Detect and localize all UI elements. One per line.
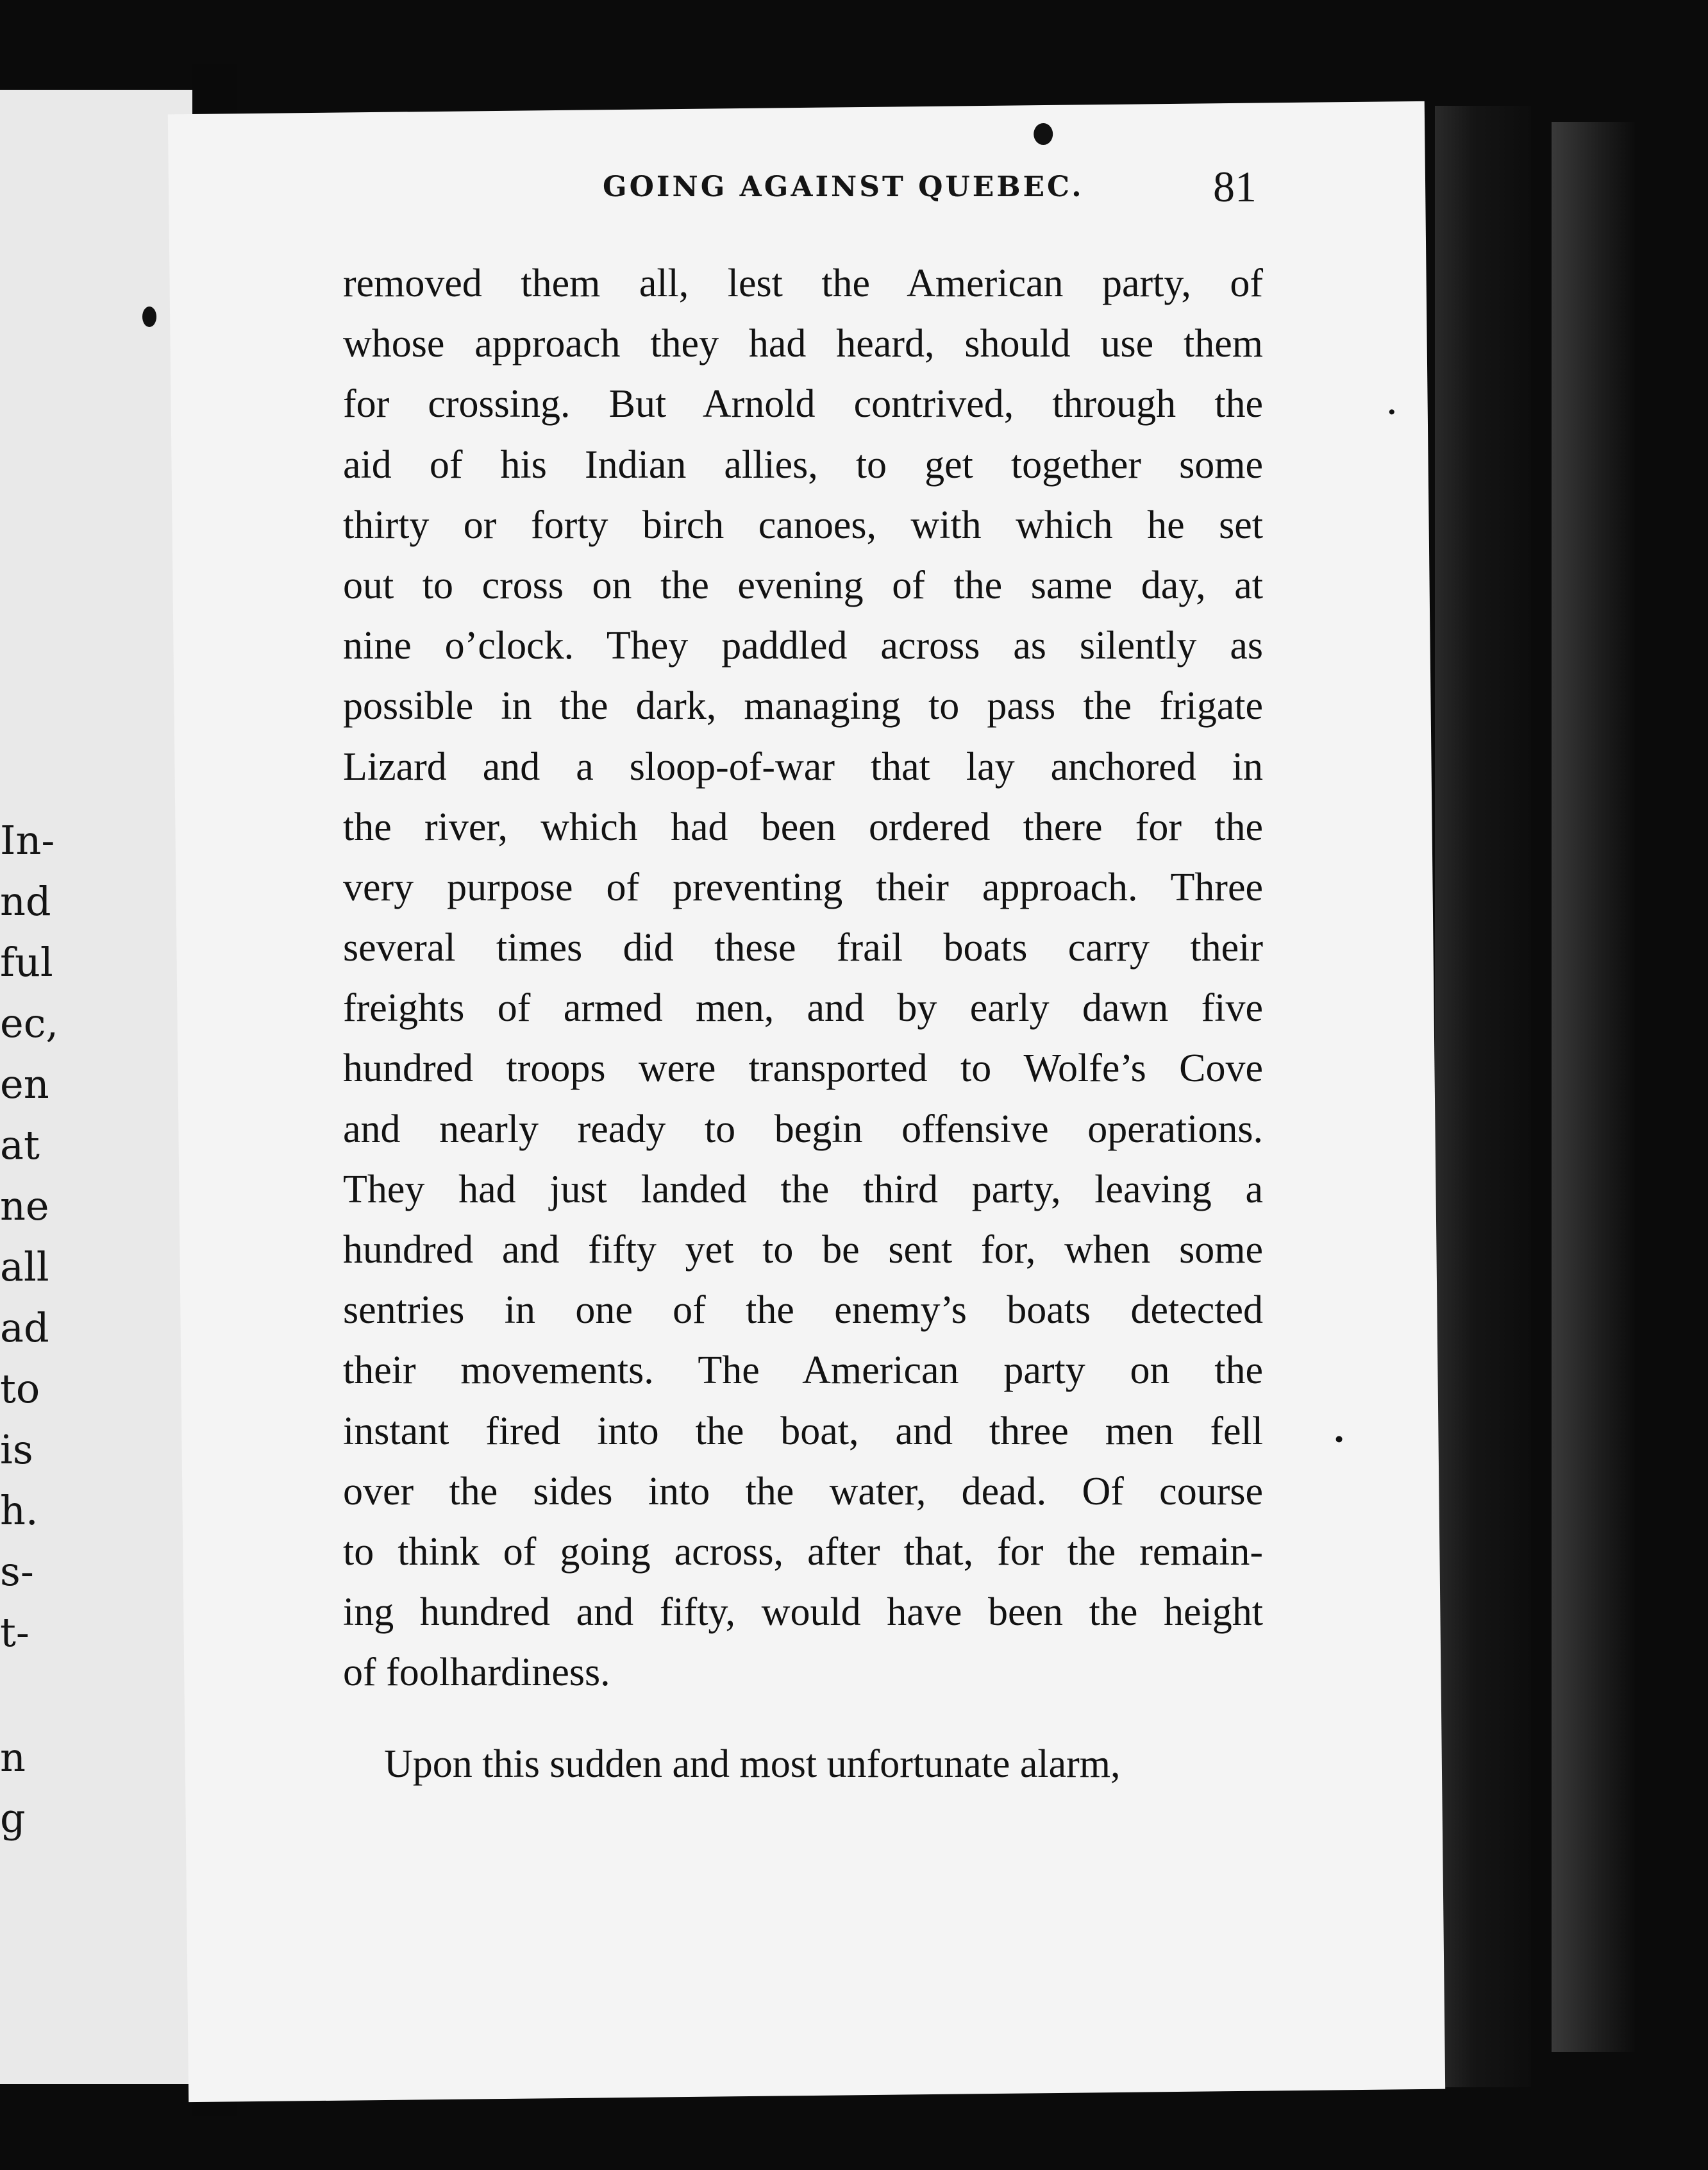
book-cover-edge bbox=[1552, 122, 1635, 2052]
left-page-fragment: ful bbox=[0, 939, 53, 986]
running-title: GOING AGAINST QUEBEC. bbox=[603, 171, 1084, 203]
left-page-fragment: is bbox=[0, 1426, 33, 1473]
text-line: to think of going across, after that, for the remain- bbox=[343, 1529, 1263, 1574]
text-line: freights of armed men, and by early dawn five bbox=[343, 986, 1263, 1030]
left-page-fragment: s- bbox=[0, 1548, 34, 1595]
left-page-fragment: ad bbox=[0, 1304, 49, 1351]
text-line: aid of his Indian allies, to get together some bbox=[343, 442, 1263, 487]
text-line: and nearly ready to begin offensive operations. bbox=[343, 1107, 1263, 1151]
text-line: several times did these frail boats carry their bbox=[343, 926, 1263, 970]
left-page-fragment: nd bbox=[0, 878, 51, 925]
text-line: whose approach they had heard, should use them bbox=[343, 322, 1263, 366]
page-number: 81 bbox=[1213, 162, 1257, 211]
body-text bbox=[343, 253, 1263, 1794]
ink-speck bbox=[1389, 409, 1394, 414]
text-line: of foolhardiness. bbox=[343, 1651, 610, 1695]
text-line: for crossing. But Arnold contrived, through the bbox=[343, 382, 1263, 426]
text-line: possible in the dark, managing to pass the frigate bbox=[343, 684, 1263, 728]
left-page-fragment: ec, bbox=[0, 1000, 59, 1047]
text-line: the river, which had been ordered there for the bbox=[343, 805, 1263, 849]
left-page-fragment: g bbox=[0, 1795, 26, 1842]
left-facing-page bbox=[0, 90, 192, 2084]
text-line: hundred and fifty yet to be sent for, when some bbox=[343, 1228, 1263, 1272]
ink-speck bbox=[1336, 1436, 1343, 1442]
text-line: ing hundred and fifty, would have been the height bbox=[343, 1590, 1263, 1635]
text-line: their movements. The American party on the bbox=[343, 1349, 1263, 1393]
text-line: removed them all, lest the American party, of bbox=[343, 262, 1263, 305]
left-page-fragment: all bbox=[0, 1243, 49, 1290]
left-page-fragment: In- bbox=[0, 817, 55, 864]
paragraph-gap bbox=[343, 1703, 1263, 1734]
text-line: Lizard and a sloop-of-war that lay anchored in bbox=[343, 744, 1263, 789]
text-line: sentries in one of the enemy’s boats detected bbox=[343, 1288, 1263, 1333]
text-line: nine o’clock. They paddled across as silently as bbox=[343, 624, 1263, 668]
left-page-fragment: to bbox=[0, 1365, 40, 1412]
text-line: hundred troops were transported to Wolfe’s Cove bbox=[343, 1047, 1263, 1091]
text-line: very purpose of preventing their approach. Three bbox=[343, 865, 1263, 909]
text-line: thirty or forty birch canoes, with which he set bbox=[343, 503, 1263, 547]
text-line: out to cross on the evening of the same day, at bbox=[343, 563, 1263, 607]
left-page-fragment: ne bbox=[0, 1182, 49, 1229]
text-line: over the sides into the water, dead. Of course bbox=[343, 1469, 1263, 1513]
text-line: Upon this sudden and most unfortunate alarm, bbox=[384, 1742, 1121, 1786]
running-head bbox=[346, 162, 1257, 213]
page-edge-shadow bbox=[1435, 106, 1531, 2087]
left-page-fragment: en bbox=[0, 1061, 49, 1107]
left-page-fragment: n bbox=[0, 1734, 26, 1781]
text-line: They had just landed the third party, leaving a bbox=[343, 1167, 1263, 1211]
ink-speck bbox=[1034, 123, 1053, 145]
ink-speck bbox=[142, 307, 156, 327]
left-page-fragment: t- bbox=[0, 1609, 29, 1656]
left-page-fragment: at bbox=[0, 1122, 40, 1168]
left-page-fragment: h. bbox=[0, 1487, 38, 1534]
text-line: instant fired into the boat, and three men fell bbox=[343, 1409, 1263, 1453]
